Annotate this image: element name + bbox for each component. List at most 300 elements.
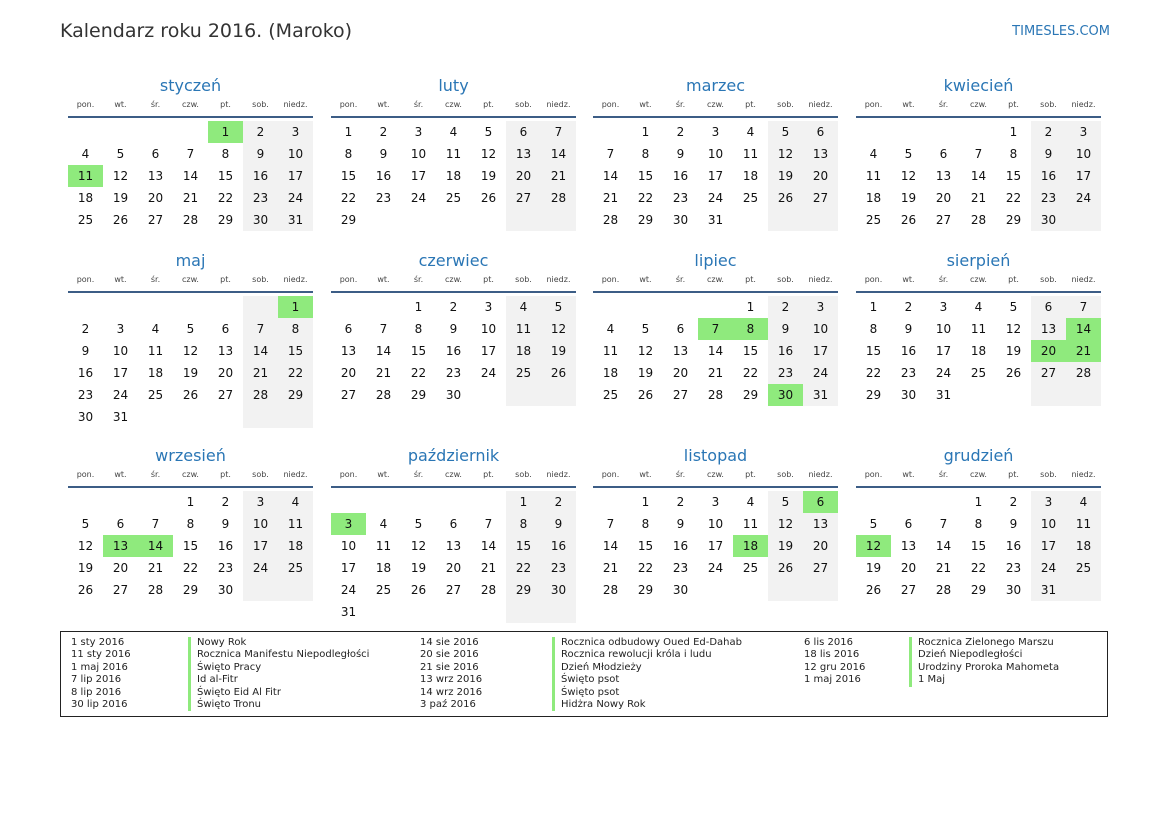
day-cell: 7 bbox=[243, 318, 278, 340]
day-cell: 18 bbox=[970, 344, 987, 358]
weekday-label: sob. bbox=[515, 470, 532, 479]
month-name: wrzesień bbox=[155, 446, 226, 465]
legend-entry: 6 lis 2016 bbox=[804, 637, 853, 648]
day-cell: 26 bbox=[480, 191, 497, 205]
empty-cell bbox=[856, 491, 891, 513]
legend-entry: 14 sie 2016 bbox=[420, 637, 479, 648]
day-cell: 12 bbox=[856, 535, 891, 557]
day-cell: 28 bbox=[602, 213, 619, 227]
day-cell: 26 bbox=[865, 583, 882, 597]
weekday-label: śr. bbox=[150, 100, 161, 109]
weekday-label: śr. bbox=[150, 275, 161, 284]
weekday-label: niedz. bbox=[283, 275, 308, 284]
day-cell: 17 bbox=[278, 165, 313, 187]
empty-cell bbox=[506, 601, 541, 623]
day-cell: 28 bbox=[970, 213, 987, 227]
weekday-label: wt. bbox=[114, 100, 127, 109]
day-cell: 7 bbox=[1066, 296, 1101, 318]
day-cell: 8 bbox=[344, 147, 353, 161]
day-cell: 14 bbox=[182, 169, 199, 183]
weekday-label: śr. bbox=[675, 470, 686, 479]
weekday-label: sob. bbox=[515, 100, 532, 109]
day-cell: 2 bbox=[1031, 121, 1066, 143]
day-cell: 5 bbox=[116, 147, 125, 161]
day-cell: 16 bbox=[1005, 539, 1022, 553]
day-cell: 16 bbox=[672, 169, 689, 183]
empty-cell bbox=[891, 491, 926, 513]
weekday-label: pon. bbox=[864, 470, 883, 479]
empty-cell bbox=[366, 491, 401, 513]
empty-cell bbox=[173, 121, 208, 143]
day-cell: 29 bbox=[742, 388, 759, 402]
day-cell: 9 bbox=[768, 318, 803, 340]
empty-cell bbox=[628, 296, 663, 318]
empty-cell bbox=[173, 406, 208, 428]
day-cell: 14 bbox=[243, 340, 278, 362]
holiday-legend bbox=[60, 631, 1108, 717]
empty-cell bbox=[541, 384, 576, 406]
empty-cell bbox=[1066, 579, 1101, 601]
day-cell: 25 bbox=[970, 366, 987, 380]
weekday-label: pon. bbox=[339, 100, 358, 109]
day-cell: 22 bbox=[410, 366, 427, 380]
weekday-label: pt. bbox=[745, 275, 756, 284]
weekday-label: pt. bbox=[745, 100, 756, 109]
day-cell: 9 bbox=[81, 344, 90, 358]
weekday-label: czw. bbox=[445, 275, 462, 284]
day-cell: 10 bbox=[1031, 513, 1066, 535]
day-cell: 5 bbox=[768, 491, 803, 513]
weekday-label: pt. bbox=[220, 100, 231, 109]
weekday-header bbox=[856, 98, 1101, 118]
day-cell: 28 bbox=[243, 384, 278, 406]
day-cell: 6 bbox=[506, 121, 541, 143]
day-cell: 20 bbox=[900, 561, 917, 575]
empty-cell bbox=[138, 121, 173, 143]
day-cell: 29 bbox=[1005, 213, 1022, 227]
empty-cell bbox=[68, 121, 103, 143]
weekday-header bbox=[331, 273, 576, 293]
weekday-label: wt. bbox=[114, 275, 127, 284]
day-cell: 29 bbox=[410, 388, 427, 402]
day-cell: 30 bbox=[445, 388, 462, 402]
day-cell: 18 bbox=[278, 535, 313, 557]
empty-cell bbox=[1031, 384, 1066, 406]
page-title: Kalendarz roku 2016. (Maroko) bbox=[60, 20, 353, 42]
day-cell: 8 bbox=[641, 517, 650, 531]
day-cell: 18 bbox=[506, 340, 541, 362]
day-cell: 13 bbox=[103, 535, 138, 557]
day-cell: 7 bbox=[186, 147, 195, 161]
day-cell: 8 bbox=[186, 517, 195, 531]
empty-cell bbox=[506, 209, 541, 231]
day-cell: 10 bbox=[803, 318, 838, 340]
day-cell: 25 bbox=[602, 388, 619, 402]
day-cell: 15 bbox=[217, 169, 234, 183]
month-name: czerwiec bbox=[418, 251, 489, 270]
empty-cell bbox=[506, 384, 541, 406]
day-cell: 8 bbox=[506, 513, 541, 535]
legend-entry: 8 lip 2016 bbox=[71, 686, 122, 698]
day-cell: 1 bbox=[869, 300, 878, 314]
empty-cell bbox=[401, 209, 436, 231]
weekday-label: śr. bbox=[413, 470, 424, 479]
day-cell: 15 bbox=[340, 169, 357, 183]
weekday-label: pon. bbox=[339, 470, 358, 479]
day-cell: 1 bbox=[414, 300, 423, 314]
day-cell: 22 bbox=[970, 561, 987, 575]
weekday-label: sob. bbox=[1040, 275, 1057, 284]
day-cell: 13 bbox=[935, 169, 952, 183]
legend-entry: 7 lip 2016 bbox=[71, 674, 122, 686]
day-cell: 22 bbox=[340, 191, 357, 205]
day-cell: 7 bbox=[606, 517, 615, 531]
day-cell: 3 bbox=[331, 513, 366, 535]
month-name: maj bbox=[175, 251, 206, 270]
day-cell: 1 bbox=[1009, 125, 1018, 139]
day-cell: 4 bbox=[379, 517, 388, 531]
month-name: kwiecień bbox=[943, 76, 1014, 95]
legend-names-3 bbox=[909, 637, 1059, 687]
day-cell: 3 bbox=[1066, 121, 1101, 143]
legend-entry: 1 maj 2016 bbox=[71, 661, 128, 673]
weekday-label: pon. bbox=[601, 100, 620, 109]
day-cell: 16 bbox=[243, 165, 278, 187]
day-cell: 26 bbox=[77, 583, 94, 597]
day-cell: 6 bbox=[221, 322, 230, 336]
weekday-label: niedz. bbox=[808, 275, 833, 284]
day-cell: 12 bbox=[182, 344, 199, 358]
month-4 bbox=[856, 73, 1101, 231]
day-cell: 4 bbox=[81, 147, 90, 161]
day-cell: 1 bbox=[186, 495, 195, 509]
day-cell: 22 bbox=[506, 557, 541, 579]
weekday-label: śr. bbox=[938, 470, 949, 479]
day-cell: 20 bbox=[445, 561, 462, 575]
day-cell: 1 bbox=[208, 121, 243, 143]
weekday-header bbox=[593, 468, 838, 488]
day-cell: 17 bbox=[1066, 165, 1101, 187]
day-cell: 6 bbox=[449, 517, 458, 531]
day-cell: 4 bbox=[746, 125, 755, 139]
day-cell: 3 bbox=[414, 125, 423, 139]
day-cell: 22 bbox=[637, 191, 654, 205]
day-cell: 29 bbox=[340, 213, 357, 227]
day-cell: 10 bbox=[707, 147, 724, 161]
day-cell: 15 bbox=[1005, 169, 1022, 183]
empty-cell bbox=[663, 296, 698, 318]
day-cell: 21 bbox=[147, 561, 164, 575]
day-cell: 5 bbox=[904, 147, 913, 161]
site-link[interactable]: TIMESLES.COM bbox=[1012, 24, 1110, 39]
month-1 bbox=[68, 73, 313, 231]
day-cell: 4 bbox=[151, 322, 160, 336]
day-cell: 11 bbox=[602, 344, 619, 358]
day-cell: 2 bbox=[676, 495, 685, 509]
day-cell: 13 bbox=[445, 539, 462, 553]
day-cell: 30 bbox=[541, 579, 576, 601]
weekday-label: czw. bbox=[182, 100, 199, 109]
empty-cell bbox=[436, 209, 471, 231]
weekday-label: pt. bbox=[483, 275, 494, 284]
weekday-header bbox=[856, 273, 1101, 293]
empty-cell bbox=[278, 406, 313, 428]
weekday-label: niedz. bbox=[546, 100, 571, 109]
empty-cell bbox=[541, 601, 576, 623]
day-cell: 9 bbox=[904, 322, 913, 336]
day-cell: 30 bbox=[768, 384, 803, 406]
empty-cell bbox=[1066, 384, 1101, 406]
day-cell: 18 bbox=[733, 535, 768, 557]
day-cell: 4 bbox=[869, 147, 878, 161]
day-cell: 22 bbox=[865, 366, 882, 380]
weekday-label: sob. bbox=[777, 100, 794, 109]
month-name: styczeń bbox=[159, 76, 222, 95]
day-grid bbox=[856, 296, 1101, 406]
day-cell: 17 bbox=[803, 340, 838, 362]
day-cell: 27 bbox=[147, 213, 164, 227]
day-cell: 23 bbox=[445, 366, 462, 380]
day-cell: 27 bbox=[340, 388, 357, 402]
empty-cell bbox=[733, 579, 768, 601]
day-grid bbox=[331, 491, 576, 623]
weekday-label: czw. bbox=[970, 275, 987, 284]
day-cell: 4 bbox=[1066, 491, 1101, 513]
day-cell: 30 bbox=[1031, 209, 1066, 231]
empty-cell bbox=[471, 209, 506, 231]
day-grid bbox=[331, 296, 576, 406]
day-cell: 2 bbox=[243, 121, 278, 143]
day-cell: 19 bbox=[541, 340, 576, 362]
day-cell: 23 bbox=[768, 362, 803, 384]
day-cell: 2 bbox=[221, 495, 230, 509]
empty-cell bbox=[68, 296, 103, 318]
weekday-label: pon. bbox=[601, 470, 620, 479]
day-cell: 2 bbox=[1009, 495, 1018, 509]
empty-cell bbox=[471, 384, 506, 406]
weekday-label: niedz. bbox=[1071, 275, 1096, 284]
legend-entry: Id al-Fitr bbox=[188, 674, 369, 686]
month-name: lipiec bbox=[694, 251, 737, 270]
day-cell: 10 bbox=[112, 344, 129, 358]
day-cell: 7 bbox=[698, 318, 733, 340]
day-cell: 8 bbox=[221, 147, 230, 161]
day-cell: 5 bbox=[81, 517, 90, 531]
empty-cell bbox=[1066, 209, 1101, 231]
day-cell: 14 bbox=[480, 539, 497, 553]
weekday-label: pon. bbox=[76, 100, 95, 109]
empty-cell bbox=[593, 296, 628, 318]
legend-entry: Nowy Rok bbox=[188, 637, 369, 649]
day-grid bbox=[68, 296, 313, 428]
day-cell: 29 bbox=[970, 583, 987, 597]
weekday-label: czw. bbox=[970, 470, 987, 479]
day-cell: 6 bbox=[151, 147, 160, 161]
day-cell: 25 bbox=[742, 561, 759, 575]
weekday-label: wt. bbox=[902, 100, 915, 109]
empty-cell bbox=[926, 491, 961, 513]
day-cell: 3 bbox=[243, 491, 278, 513]
day-cell: 26 bbox=[541, 362, 576, 384]
day-grid bbox=[856, 121, 1101, 231]
day-cell: 24 bbox=[803, 362, 838, 384]
month-name: grudzień bbox=[943, 446, 1014, 465]
day-cell: 4 bbox=[278, 491, 313, 513]
day-cell: 21 bbox=[182, 191, 199, 205]
day-cell: 3 bbox=[484, 300, 493, 314]
weekday-label: niedz. bbox=[546, 470, 571, 479]
day-cell: 21 bbox=[935, 561, 952, 575]
day-cell: 4 bbox=[506, 296, 541, 318]
day-cell: 18 bbox=[147, 366, 164, 380]
day-cell: 14 bbox=[1066, 318, 1101, 340]
day-cell: 28 bbox=[707, 388, 724, 402]
legend-entry: 1 sty 2016 bbox=[71, 637, 125, 648]
empty-cell bbox=[68, 491, 103, 513]
empty-cell bbox=[278, 579, 313, 601]
day-cell: 17 bbox=[410, 169, 427, 183]
day-cell: 14 bbox=[602, 539, 619, 553]
empty-cell bbox=[733, 209, 768, 231]
day-grid bbox=[856, 491, 1101, 601]
day-cell: 25 bbox=[506, 362, 541, 384]
day-cell: 1 bbox=[746, 300, 755, 314]
day-cell: 27 bbox=[672, 388, 689, 402]
day-cell: 4 bbox=[746, 495, 755, 509]
weekday-label: czw. bbox=[707, 275, 724, 284]
day-cell: 24 bbox=[1031, 557, 1066, 579]
day-cell: 11 bbox=[68, 165, 103, 187]
day-cell: 7 bbox=[379, 322, 388, 336]
day-cell: 21 bbox=[602, 191, 619, 205]
day-cell: 17 bbox=[243, 535, 278, 557]
day-cell: 25 bbox=[278, 557, 313, 579]
day-cell: 19 bbox=[768, 535, 803, 557]
empty-cell bbox=[593, 491, 628, 513]
day-cell: 22 bbox=[278, 362, 313, 384]
weekday-header bbox=[593, 273, 838, 293]
empty-cell bbox=[331, 296, 366, 318]
day-cell: 24 bbox=[707, 561, 724, 575]
empty-cell bbox=[331, 491, 366, 513]
day-cell: 24 bbox=[707, 191, 724, 205]
day-cell: 29 bbox=[637, 583, 654, 597]
month-name: luty bbox=[438, 76, 469, 95]
day-cell: 27 bbox=[506, 187, 541, 209]
day-cell: 11 bbox=[375, 539, 392, 553]
day-cell: 3 bbox=[803, 296, 838, 318]
weekday-label: sob. bbox=[252, 100, 269, 109]
legend-entry: 14 wrz 2016 bbox=[420, 686, 483, 698]
day-cell: 21 bbox=[1066, 340, 1101, 362]
day-cell: 23 bbox=[1005, 561, 1022, 575]
day-cell: 26 bbox=[1005, 366, 1022, 380]
day-cell: 17 bbox=[340, 561, 357, 575]
day-cell: 9 bbox=[1009, 517, 1018, 531]
day-cell: 18 bbox=[375, 561, 392, 575]
legend-entry: 13 wrz 2016 bbox=[420, 674, 483, 686]
day-cell: 7 bbox=[974, 147, 983, 161]
day-cell: 26 bbox=[637, 388, 654, 402]
weekday-label: niedz. bbox=[1071, 100, 1096, 109]
day-cell: 31 bbox=[1031, 579, 1066, 601]
weekday-label: pt. bbox=[1008, 100, 1019, 109]
day-cell: 11 bbox=[742, 517, 759, 531]
weekday-label: śr. bbox=[413, 275, 424, 284]
day-cell: 12 bbox=[77, 539, 94, 553]
day-cell: 9 bbox=[449, 322, 458, 336]
day-cell: 13 bbox=[147, 169, 164, 183]
day-cell: 19 bbox=[1005, 344, 1022, 358]
day-cell: 23 bbox=[77, 388, 94, 402]
day-cell: 29 bbox=[506, 579, 541, 601]
legend-entry: Święto psot bbox=[552, 674, 742, 686]
empty-cell bbox=[103, 296, 138, 318]
day-grid bbox=[593, 121, 838, 231]
day-cell: 13 bbox=[672, 344, 689, 358]
legend-entry: Dzień Młodzieży bbox=[552, 662, 742, 674]
empty-cell bbox=[401, 601, 436, 623]
legend-entry: 3 paź 2016 bbox=[420, 699, 476, 711]
empty-cell bbox=[471, 491, 506, 513]
day-cell: 15 bbox=[637, 169, 654, 183]
weekday-label: wt. bbox=[114, 470, 127, 479]
day-cell: 16 bbox=[768, 340, 803, 362]
day-cell: 16 bbox=[672, 539, 689, 553]
day-cell: 6 bbox=[803, 491, 838, 513]
day-cell: 7 bbox=[541, 121, 576, 143]
weekday-label: pt. bbox=[220, 275, 231, 284]
legend-entry: 30 lip 2016 bbox=[71, 699, 128, 711]
empty-cell bbox=[698, 579, 733, 601]
weekday-label: wt. bbox=[639, 275, 652, 284]
day-cell: 9 bbox=[676, 147, 685, 161]
legend-entry: Rocznica odbudowy Oued Ed-Dahab bbox=[552, 637, 742, 649]
month-10 bbox=[331, 443, 576, 623]
day-cell: 2 bbox=[81, 322, 90, 336]
day-cell: 10 bbox=[278, 143, 313, 165]
day-cell: 31 bbox=[803, 384, 838, 406]
day-cell: 5 bbox=[768, 121, 803, 143]
day-cell: 21 bbox=[243, 362, 278, 384]
day-cell: 12 bbox=[900, 169, 917, 183]
day-cell: 2 bbox=[449, 300, 458, 314]
day-cell: 13 bbox=[1031, 318, 1066, 340]
day-cell: 1 bbox=[641, 495, 650, 509]
day-cell: 7 bbox=[151, 517, 160, 531]
day-cell: 2 bbox=[379, 125, 388, 139]
legend-entry: 18 lis 2016 bbox=[804, 649, 860, 661]
day-cell: 20 bbox=[803, 535, 838, 557]
day-cell: 1 bbox=[344, 125, 353, 139]
day-cell: 10 bbox=[707, 517, 724, 531]
day-cell: 7 bbox=[606, 147, 615, 161]
day-cell: 23 bbox=[375, 191, 392, 205]
day-grid bbox=[68, 491, 313, 601]
empty-cell bbox=[768, 579, 803, 601]
weekday-label: sob. bbox=[777, 275, 794, 284]
day-cell: 19 bbox=[112, 191, 129, 205]
day-cell: 12 bbox=[541, 318, 576, 340]
day-cell: 28 bbox=[935, 583, 952, 597]
legend-entry: Rocznica Zielonego Marszu bbox=[909, 637, 1059, 649]
legend-entry: Urodziny Proroka Mahometa bbox=[909, 662, 1059, 674]
day-cell: 15 bbox=[742, 344, 759, 358]
day-cell: 23 bbox=[1031, 187, 1066, 209]
day-cell: 12 bbox=[480, 147, 497, 161]
legend-names-2 bbox=[552, 637, 742, 711]
legend-names-1 bbox=[188, 637, 369, 711]
